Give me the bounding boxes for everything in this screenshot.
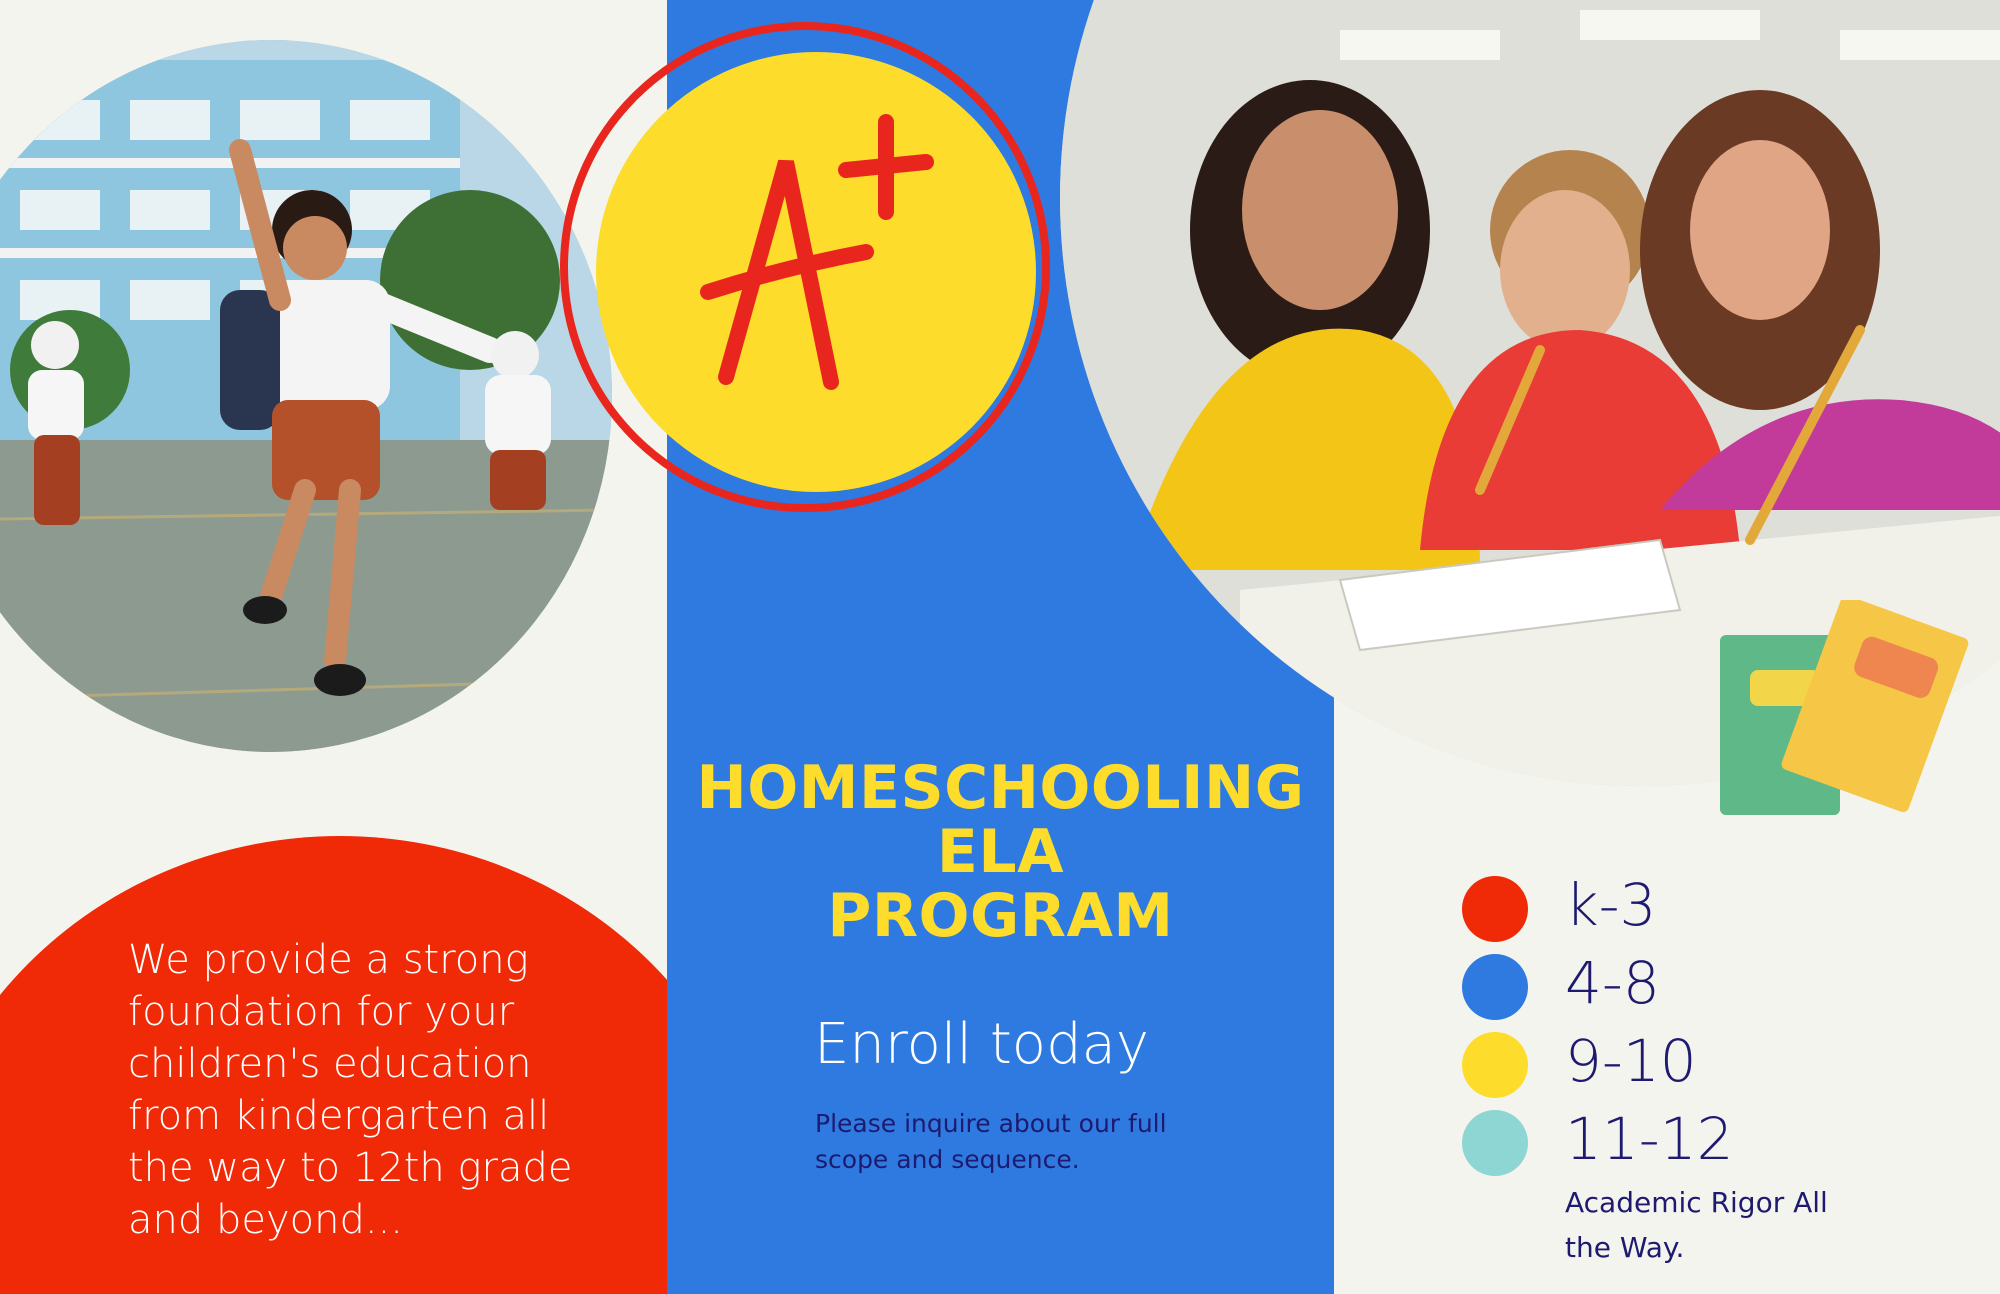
children-running-photo	[0, 40, 612, 752]
grade-label: 4-8	[1565, 949, 1660, 1017]
grade-dot	[1462, 1032, 1528, 1098]
notebooks-icon	[1710, 600, 1970, 830]
program-title	[667, 753, 1334, 951]
motto-text: Academic Rigor All the Way.	[1565, 1186, 1828, 1264]
title-line: HOMESCHOOLING	[696, 753, 1305, 823]
title-line: ELA	[936, 817, 1065, 887]
grade-label: 9-10	[1565, 1027, 1697, 1095]
grade-dot	[1462, 876, 1528, 942]
grade-label: 11-12	[1565, 1105, 1734, 1173]
tagline-text: We provide a strong foundation for your children's education from kindergarten all the way to 12th grade and beyond...	[128, 937, 573, 1243]
grade-dot	[1462, 1110, 1528, 1176]
school-yard-illustration	[0, 40, 612, 752]
inquire-text: Please inquire about our full scope and sequence.	[815, 1109, 1167, 1174]
title-line: PROGRAM	[827, 881, 1174, 951]
grade-label: k-3	[1565, 871, 1657, 939]
grade-dot	[1462, 954, 1528, 1020]
enroll-text: Enroll today	[814, 1012, 1150, 1077]
a-plus-grade-icon	[596, 52, 1036, 492]
